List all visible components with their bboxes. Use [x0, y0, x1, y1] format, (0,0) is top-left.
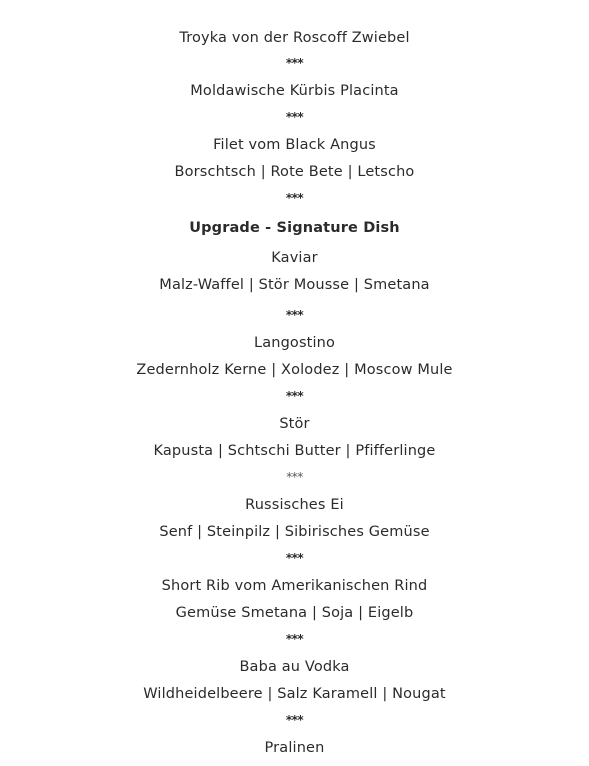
- course-kaviar-subtitle: Malz-Waffel | Stör Mousse | Smetana: [159, 277, 430, 293]
- separator: ***: [285, 632, 304, 646]
- course-baba-subtitle: Wildheidelbeere | Salz Karamell | Nougat: [143, 686, 446, 702]
- course-russisches-ei-title: Russisches Ei: [245, 497, 344, 513]
- upgrade-heading: Upgrade - Signature Dish: [189, 220, 400, 236]
- course-stoer-subtitle: Kapusta | Schtschi Butter | Pfifferlinge: [153, 443, 436, 459]
- course-short-rib-subtitle: Gemüse Smetana | Soja | Eigelb: [175, 605, 414, 621]
- course-russisches-ei-subtitle: Senf | Steinpilz | Sibirisches Gemüse: [159, 524, 430, 540]
- course-langostino-title: Langostino: [253, 335, 336, 351]
- course-black-angus-subtitle: Borschtsch | Rote Bete | Letscho: [174, 164, 415, 180]
- separator: ***: [285, 110, 304, 124]
- course-pralinen: Pralinen: [264, 740, 325, 756]
- separator: ***: [285, 389, 304, 403]
- separator: ***: [285, 308, 304, 322]
- course-black-angus-title: Filet vom Black Angus: [213, 137, 376, 153]
- course-troyka: Troyka von der Roscoff Zwiebel: [179, 30, 410, 46]
- course-kaviar-title: Kaviar: [271, 250, 318, 266]
- course-stoer-title: Stör: [279, 416, 310, 432]
- course-baba-title: Baba au Vodka: [239, 659, 350, 675]
- separator: ***: [285, 191, 304, 205]
- separator: ***: [285, 713, 304, 727]
- course-langostino-subtitle: Zedernholz Kerne | Xolodez | Moscow Mule: [136, 362, 453, 378]
- course-placinta: Moldawische Kürbis Placinta: [190, 83, 399, 99]
- course-short-rib-title: Short Rib vom Amerikanischen Rind: [161, 578, 428, 594]
- separator: ***: [286, 470, 303, 484]
- separator: ***: [285, 56, 304, 70]
- separator: ***: [285, 551, 304, 565]
